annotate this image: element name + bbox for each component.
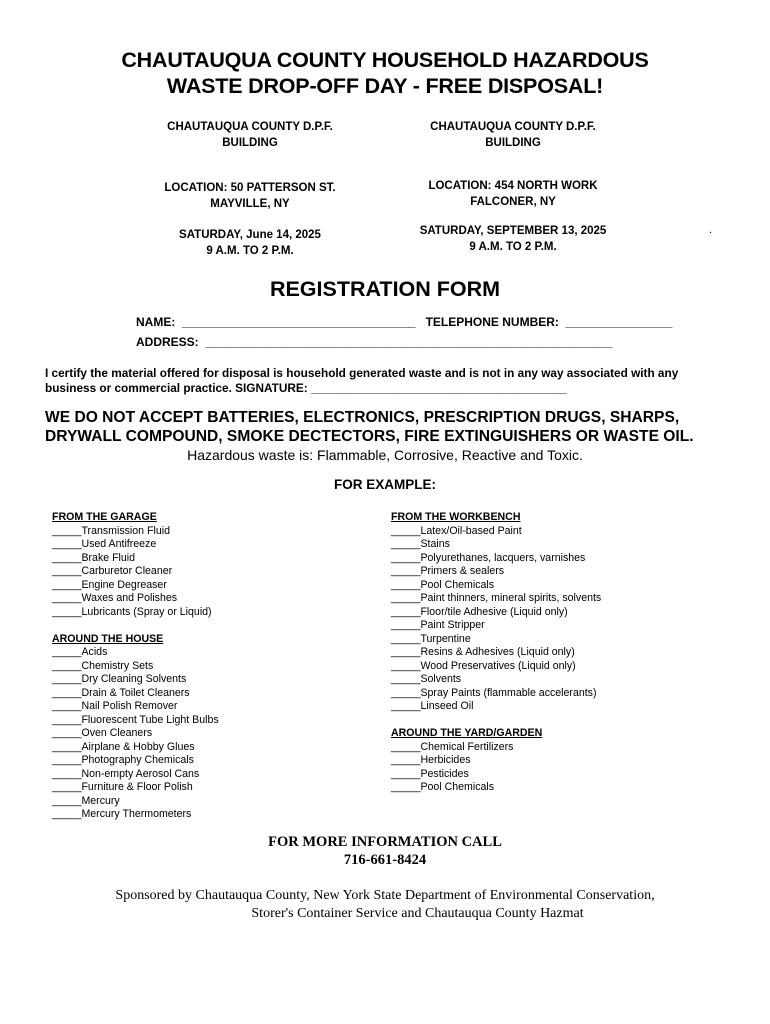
list-item: _____Pesticides [391,767,469,780]
list-right-column [391,511,601,795]
list-item: _____Floor/tile Adhesive (Liquid only) [391,605,568,618]
example-heading: FOR EXAMPLE: [333,477,436,492]
stray-mark: . [709,224,713,236]
list-item: _____Acids [52,646,108,658]
event-time: 9 A.M. TO 2 P.M. [206,244,294,257]
location-line-2: MAYVILLE, NY [210,197,290,210]
list-item: _____Chemistry Sets [52,659,154,672]
list-item: _____Paint thinners, mineral spirits, solvents [391,592,602,604]
list-item: _____Herbicides [391,754,471,766]
list-item: _____Spray Paints (flammable accelerants) [391,686,597,699]
list-item: _____Wood Preservatives (Liquid only) [391,659,576,672]
sponsor-line-2: Storer's Container Service and Chautauqua County Hazmat [251,906,584,921]
list-left-column [52,511,219,822]
list-item: _____Brake Fluid [52,551,136,564]
name-phone-field[interactable]: NAME: ___________________________________ TELEPHONE NUMBER: ________________ [136,315,673,329]
list-item: _____Mercury Thermometers [52,808,192,820]
building-line-2: BUILDING [485,136,541,149]
list-item: _____Pool Chemicals [391,578,495,591]
event-june-datetime [125,228,375,259]
building-line-1: CHAUTAUQUA COUNTY D.P.F. [430,121,596,133]
page-title [0,47,770,99]
list-heading-garage: FROM THE GARAGE [52,511,157,523]
more-info [0,833,770,869]
address-field[interactable]: ADDRESS: _____________________________________________________________ [136,335,613,349]
list-item: _____Polyurethanes, lacquers, varnishes [391,551,586,564]
event-date: SATURDAY, SEPTEMBER 13, 2025 [419,225,607,237]
title-line-1: CHAUTAUQUA COUNTY HOUSEHOLD HAZARDOUS [121,48,649,72]
not-accepted-warning [45,408,745,446]
list-item: _____Solvents [391,673,462,685]
list-item: _____Photography Chemicals [52,754,194,766]
sponsor-text [0,887,770,923]
list-heading-yard: AROUND THE YARD/GARDEN [391,727,543,739]
list-item: _____Airplane & Hobby Glues [52,740,195,753]
event-september-datetime [388,224,638,255]
list-item: _____Primers & sealers [391,565,505,577]
event-date: SATURDAY, June 14, 2025 [179,229,321,241]
info-line: FOR MORE INFORMATION CALL [268,834,502,850]
list-item: _____Carburetor Cleaner [52,565,173,577]
certification-statement [45,366,735,396]
list-item: _____Paint Stripper [391,619,485,631]
list-item: _____Non-empty Aerosol Cans [52,767,200,780]
building-line-2: BUILDING [222,136,278,149]
title-line-2: WASTE DROP-OFF DAY - FREE DISPOSAL! [166,74,604,98]
warning-line-2: DRYWALL COMPOUND, SMOKE DECTECTORS, FIRE EXTINGUISHERS OR WASTE OIL. [45,428,694,445]
list-item: _____Used Antifreeze [52,538,157,550]
list-item: _____Furniture & Floor Polish [52,781,193,793]
location-line-2: FALCONER, NY [470,195,556,208]
list-item: _____Turpentine [391,632,471,645]
list-item: _____Lubricants (Spray or Liquid) [52,605,212,618]
event-june-location [125,181,375,212]
list-item: _____Fluorescent Tube Light Bulbs [52,713,219,726]
list-item: _____Mercury [52,794,120,807]
registration-form-title: REGISTRATION FORM [269,277,501,301]
list-item: _____Resins & Adhesives (Liquid only) [391,646,575,658]
location-line-1: LOCATION: 50 PATTERSON ST. [164,182,336,194]
list-item: _____Engine Degreaser [52,578,167,591]
list-item: _____Oven Cleaners [52,727,153,739]
event-september-building [388,120,638,151]
list-item: _____Linseed Oil [391,700,474,712]
building-line-1: CHAUTAUQUA COUNTY D.P.F. [167,121,333,133]
event-time: 9 A.M. TO 2 P.M. [469,240,557,253]
list-item: _____Chemical Fertilizers [391,740,514,753]
warning-line-1: WE DO NOT ACCEPT BATTERIES, ELECTRONICS, PRESCRIPTION DRUGS, SHARPS, [45,409,680,426]
event-june-building [125,120,375,151]
info-phone-number: 716-661-8424 [343,852,427,868]
list-heading-workbench: FROM THE WORKBENCH [391,511,521,523]
list-item: _____Drain & Toilet Cleaners [52,686,190,699]
list-item: _____Nail Polish Remover [52,700,178,712]
list-item: _____Transmission Fluid [52,524,170,537]
hazard-definition: Hazardous waste is: Flammable, Corrosive, Reactive and Toxic. [187,447,583,463]
event-september-location [388,179,638,210]
list-item: _____Latex/Oil-based Paint [391,524,522,537]
list-item: _____Dry Cleaning Solvents [52,673,187,685]
certify-line-1: I certify the material offered for disposal is household generated waste and is not in any way associated with any [45,366,679,380]
list-item: _____Stains [391,538,450,550]
list-heading-house: AROUND THE HOUSE [52,632,164,645]
list-item: _____Waxes and Polishes [52,592,178,604]
location-line-1: LOCATION: 454 NORTH WORK [428,180,598,192]
sponsor-line-1: Sponsored by Chautauqua County, New York State Department of Environmental Conservation, [115,888,655,903]
list-item: _____Pool Chemicals [391,781,495,793]
signature-field[interactable]: business or commercial practice. SIGNATURE: _______________________________________ [45,381,567,395]
